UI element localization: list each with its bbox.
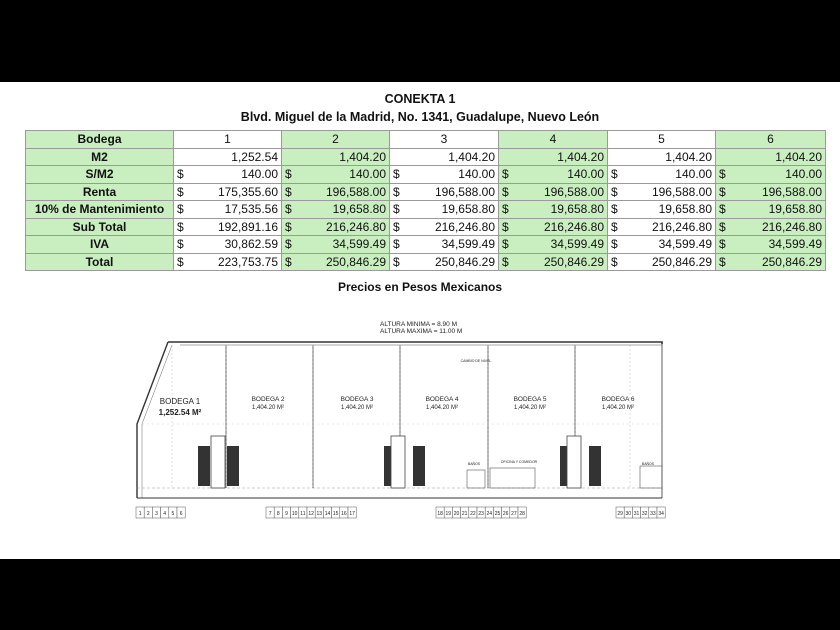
parking-number: 20 — [453, 511, 460, 517]
top-wall — [168, 342, 662, 344]
currency-symbol: $ — [177, 202, 184, 217]
cell-value: 140.00 — [785, 167, 822, 182]
table-cell — [390, 183, 499, 201]
table-cell — [499, 166, 608, 184]
document-sheet — [0, 82, 840, 559]
unit-name: BODEGA 3 — [340, 396, 374, 403]
currency-symbol: $ — [285, 202, 292, 217]
parking-number: 19 — [445, 511, 452, 517]
cell-value: 216,246.80 — [434, 219, 495, 234]
table-header-row — [26, 131, 826, 149]
currency-symbol: $ — [177, 167, 184, 182]
currency-symbol: $ — [502, 202, 509, 217]
cell-value: 175,355.60 — [217, 184, 278, 199]
table-cell — [608, 166, 716, 184]
parking-number: 22 — [470, 511, 476, 517]
currency-symbol: $ — [285, 237, 292, 252]
cell-value: 196,588.00 — [325, 184, 386, 199]
currency-symbol: $ — [177, 219, 184, 234]
table-cell — [716, 201, 826, 219]
table-cell — [716, 253, 826, 271]
unit-name: BODEGA 5 — [513, 396, 547, 403]
cell-value: 140.00 — [349, 167, 386, 182]
table-cell — [174, 253, 282, 271]
level-change-label: CAMBIO DE NIVEL — [460, 359, 492, 363]
cell-value: 17,535.56 — [224, 202, 278, 217]
table-cell — [174, 236, 282, 254]
row-label: M2 — [26, 148, 174, 166]
cell-value: 250,846.29 — [325, 254, 386, 269]
table-cell — [174, 218, 282, 236]
currency-symbol: $ — [177, 254, 184, 269]
table-cell — [390, 253, 499, 271]
cell-value: 1,404.20 — [608, 148, 716, 166]
parking-number: 24 — [486, 511, 493, 517]
parking-number: 33 — [650, 511, 656, 517]
unit-area: 1,404.20 M² — [513, 405, 547, 411]
parking-number: 9 — [285, 511, 288, 517]
table-cell — [174, 201, 282, 219]
cell-value: 140.00 — [458, 167, 495, 182]
table-row — [26, 218, 826, 236]
currency-symbol: $ — [719, 202, 726, 217]
parking-number: 2 — [146, 511, 150, 517]
table-cell — [499, 236, 608, 254]
column-header-bodega-6: 6 — [716, 131, 826, 149]
restroom-block — [640, 466, 662, 488]
table-cell — [282, 236, 390, 254]
parking-number: 30 — [625, 511, 632, 517]
parking-number: 32 — [641, 511, 648, 517]
table-cell — [716, 236, 826, 254]
column-header-bodega-2: 2 — [282, 131, 390, 149]
column-header-bodega-5: 5 — [608, 131, 716, 149]
row-label: S/M2 — [26, 166, 174, 184]
table-cell — [716, 166, 826, 184]
table-cell — [716, 218, 826, 236]
cell-value: 19,658.80 — [441, 202, 495, 217]
table-cell — [390, 166, 499, 184]
column-header-bodega-3: 3 — [390, 131, 499, 149]
table-cell — [499, 218, 608, 236]
table-row — [26, 166, 826, 184]
parking-number: 31 — [633, 511, 640, 517]
cell-value: 216,246.80 — [325, 219, 386, 234]
restroom-label: BAÑOS — [641, 462, 655, 466]
parking-number: 6 — [179, 511, 183, 517]
cell-value: 1,404.20 — [282, 148, 390, 166]
cell-value: 140.00 — [675, 167, 712, 182]
left-wall-inner — [142, 345, 172, 498]
office-label: OFICINA Y COMEDOR — [500, 460, 538, 464]
table-cell — [390, 236, 499, 254]
currency-symbol: $ — [177, 184, 184, 199]
table-cell — [608, 183, 716, 201]
unit-name: BODEGA 6 — [601, 396, 635, 403]
loading-dock — [227, 446, 239, 486]
dock-ramp — [567, 436, 581, 488]
restroom-block — [467, 470, 485, 488]
cell-value: 19,658.80 — [550, 202, 604, 217]
parking-number: 25 — [494, 511, 501, 517]
cell-value: 1,252.54 — [174, 148, 282, 166]
parking-number: 21 — [461, 511, 468, 517]
table-row — [26, 148, 826, 166]
parking-number: 11 — [300, 511, 306, 517]
table-cell — [608, 218, 716, 236]
row-label: Sub Total — [26, 218, 174, 236]
table-cell — [499, 253, 608, 271]
row-label: Renta — [26, 183, 174, 201]
parking-number: 12 — [308, 511, 314, 517]
table-cell — [282, 183, 390, 201]
parking-number: 8 — [276, 511, 280, 517]
column-header-bodega-1: 1 — [174, 131, 282, 149]
parking-number: 18 — [437, 511, 443, 517]
cell-value: 223,753.75 — [217, 254, 278, 269]
cell-value: 34,599.49 — [332, 237, 386, 252]
loading-dock — [589, 446, 601, 486]
cell-value: 216,246.80 — [651, 219, 712, 234]
currency-symbol: $ — [719, 184, 726, 199]
currency-symbol: $ — [502, 254, 509, 269]
cell-value: 196,588.00 — [434, 184, 495, 199]
dock-ramp — [391, 436, 405, 488]
currency-symbol: $ — [177, 237, 184, 252]
floor-plan — [130, 314, 670, 534]
cell-value: 1,404.20 — [390, 148, 499, 166]
parking-number: 16 — [341, 511, 347, 517]
currency-symbol: $ — [393, 254, 400, 269]
table-row — [26, 253, 826, 271]
height-min-note: ALTURA MINIMA = 8.90 M — [380, 321, 458, 328]
cell-value: 250,846.29 — [651, 254, 712, 269]
row-label: Bodega — [26, 131, 174, 149]
table-cell — [282, 218, 390, 236]
parking-number: 26 — [502, 511, 509, 517]
table-cell — [390, 218, 499, 236]
parking-number: 15 — [332, 511, 339, 517]
cell-value: 19,658.80 — [658, 202, 712, 217]
unit-name: BODEGA 1 — [159, 397, 201, 406]
parking-number: 3 — [155, 511, 158, 517]
currency-symbol: $ — [393, 237, 400, 252]
parking-number: 28 — [519, 511, 525, 517]
dock-ramp — [211, 436, 225, 488]
currency-symbol: $ — [719, 219, 726, 234]
currency-symbol: $ — [611, 184, 618, 199]
cell-value: 250,846.29 — [761, 254, 822, 269]
table-cell — [499, 183, 608, 201]
currency-symbol: $ — [719, 167, 726, 182]
parking-number: 34 — [658, 511, 664, 517]
parking-number: 13 — [316, 511, 323, 517]
cell-value: 192,891.16 — [217, 219, 278, 234]
currency-symbol: $ — [611, 237, 618, 252]
currency-symbol: $ — [393, 202, 400, 217]
currency-note: Precios en Pesos Mexicanos — [337, 280, 503, 294]
cell-value: 140.00 — [567, 167, 604, 182]
table-cell — [282, 166, 390, 184]
row-label: 10% de Mantenimiento — [26, 201, 174, 219]
loading-dock — [198, 446, 210, 486]
parking-number: 1 — [138, 511, 142, 517]
table-cell — [390, 201, 499, 219]
unit-area: 1,404.20 M² — [425, 405, 459, 411]
table-cell — [608, 236, 716, 254]
table-cell — [174, 166, 282, 184]
currency-symbol: $ — [611, 254, 618, 269]
currency-symbol: $ — [393, 167, 400, 182]
cell-value: 1,404.20 — [499, 148, 608, 166]
project-address: Blvd. Miguel de la Madrid, No. 1341, Guadalupe, Nuevo León — [240, 110, 600, 124]
pricing-table — [25, 130, 826, 271]
cell-value: 1,404.20 — [716, 148, 826, 166]
parking-number: 29 — [617, 511, 623, 517]
unit-name: BODEGA 4 — [425, 396, 459, 403]
parking-number: 7 — [268, 511, 272, 517]
table-cell — [282, 201, 390, 219]
floor-plan-drawing — [130, 314, 670, 534]
project-title: CONEKTA 1 — [384, 92, 456, 106]
table-cell — [608, 201, 716, 219]
parking-number: 23 — [478, 511, 484, 517]
currency-symbol: $ — [393, 184, 400, 199]
cell-value: 34,599.49 — [550, 237, 604, 252]
loading-dock — [413, 446, 425, 486]
cell-value: 216,246.80 — [761, 219, 822, 234]
table-cell — [608, 253, 716, 271]
row-label: IVA — [26, 236, 174, 254]
currency-symbol: $ — [285, 219, 292, 234]
cell-value: 34,599.49 — [441, 237, 495, 252]
unit-area: 1,404.20 M² — [251, 405, 285, 411]
currency-symbol: $ — [502, 219, 509, 234]
currency-symbol: $ — [611, 167, 618, 182]
currency-symbol: $ — [719, 254, 726, 269]
cell-value: 19,658.80 — [332, 202, 386, 217]
parking-number: 27 — [511, 511, 517, 517]
office-block — [490, 468, 535, 488]
row-label: Total — [26, 253, 174, 271]
currency-symbol: $ — [285, 184, 292, 199]
cell-value: 19,658.80 — [768, 202, 822, 217]
table-cell — [716, 183, 826, 201]
unit-area: 1,404.20 M² — [601, 405, 635, 411]
unit-area: 1,404.20 M² — [340, 405, 374, 411]
cell-value: 140.00 — [241, 167, 278, 182]
cell-value: 196,588.00 — [543, 184, 604, 199]
parking-number: 17 — [349, 511, 355, 517]
table-cell — [499, 201, 608, 219]
table-cell — [282, 253, 390, 271]
parking-number: 10 — [291, 511, 298, 517]
cell-value: 30,862.59 — [224, 237, 278, 252]
unit-area: 1,252.54 M² — [158, 408, 202, 417]
currency-symbol: $ — [611, 219, 618, 234]
cell-value: 250,846.29 — [434, 254, 495, 269]
currency-symbol: $ — [502, 167, 509, 182]
cell-value: 250,846.29 — [543, 254, 604, 269]
table-row — [26, 201, 826, 219]
currency-symbol: $ — [611, 202, 618, 217]
parking-number: 4 — [163, 511, 167, 517]
column-header-bodega-4: 4 — [499, 131, 608, 149]
table-cell — [174, 183, 282, 201]
parking-number: 14 — [324, 511, 331, 517]
cell-value: 34,599.49 — [768, 237, 822, 252]
table-row — [26, 183, 826, 201]
unit-name: BODEGA 2 — [251, 396, 285, 403]
cell-value: 216,246.80 — [543, 219, 604, 234]
parking-number: 5 — [171, 511, 175, 517]
currency-symbol: $ — [285, 167, 292, 182]
cell-value: 34,599.49 — [658, 237, 712, 252]
restroom-label: BAÑOS — [467, 462, 481, 466]
height-max-note: ALTURA MAXIMA = 11.00 M — [380, 328, 463, 335]
cell-value: 196,588.00 — [651, 184, 712, 199]
currency-symbol: $ — [719, 237, 726, 252]
table-row — [26, 236, 826, 254]
currency-symbol: $ — [502, 184, 509, 199]
cell-value: 196,588.00 — [761, 184, 822, 199]
currency-symbol: $ — [393, 219, 400, 234]
currency-symbol: $ — [285, 254, 292, 269]
left-wall — [137, 342, 168, 498]
currency-symbol: $ — [502, 237, 509, 252]
